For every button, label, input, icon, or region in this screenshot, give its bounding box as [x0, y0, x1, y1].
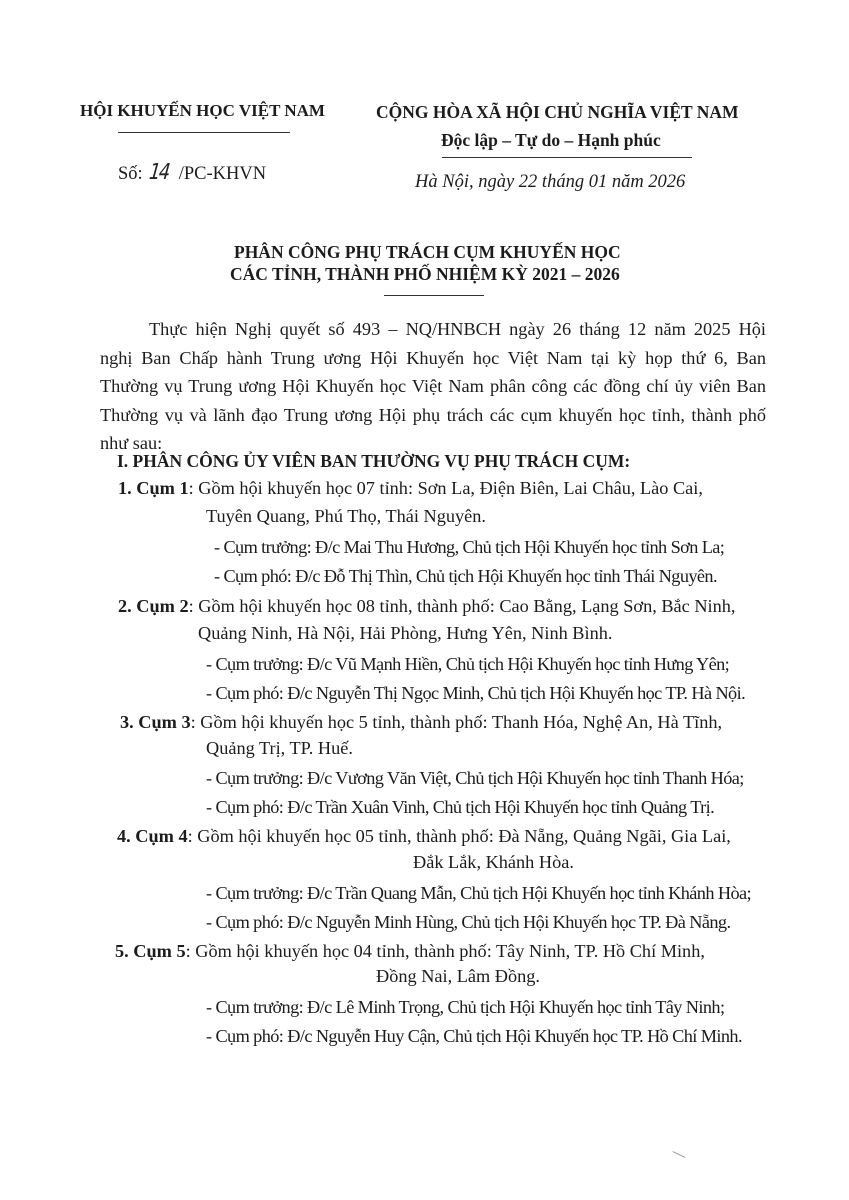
cluster-2-description — [118, 596, 735, 617]
scan-mark — [672, 1151, 685, 1158]
cluster-label: 5. Cụm 5 — [115, 941, 186, 961]
cluster-1-deputy: - Cụm phó: Đ/c Đỗ Thị Thìn, Chủ tịch Hội Khuyến học tỉnh Thái Nguyên. — [214, 566, 717, 586]
cluster-3-leader: - Cụm trưởng: Đ/c Vương Văn Việt, Chủ tịch Hội Khuyến học tỉnh Thanh Hóa; — [206, 768, 744, 788]
motto-underline — [442, 157, 692, 158]
intro-line: Thường vụ Trung ương Hội Khuyến học Việt Nam phân công các đồng chí ủy viên Ban — [100, 376, 766, 396]
cluster-label: 4. Cụm 4 — [117, 826, 188, 846]
document-title-line-2: CÁC TỈNH, THÀNH PHỐ NHIỆM KỲ 2021 – 2026 — [230, 264, 620, 284]
title-underline — [384, 295, 484, 296]
cluster-2-description-cont: Quảng Ninh, Hà Nội, Hải Phòng, Hưng Yên, Ninh Bình. — [198, 623, 613, 643]
document-date: Hà Nội, ngày 22 tháng 01 năm 2026 — [415, 172, 686, 192]
cluster-1-description-cont: Tuyên Quang, Phú Thọ, Thái Nguyên. — [206, 506, 486, 526]
cluster-label: 2. Cụm 2 — [118, 596, 189, 616]
intro-line: Thực hiện Nghị quyết số 493 – NQ/HNBCH ngày 26 tháng 12 năm 2025 Hội — [149, 319, 766, 339]
organization-name: HỘI KHUYẾN HỌC VIỆT NAM — [80, 101, 325, 120]
cluster-1-leader: - Cụm trưởng: Đ/c Mai Thu Hương, Chủ tịch Hội Khuyến học tỉnh Sơn La; — [214, 537, 725, 557]
cluster-provinces: : Gồm hội khuyến học 04 tỉnh, thành phố: Tây Ninh, TP. Hồ Chí Minh, — [185, 941, 705, 961]
cluster-2-deputy: - Cụm phó: Đ/c Nguyễn Thị Ngọc Minh, Chủ tịch Hội Khuyến học TP. Hà Nội. — [206, 683, 746, 703]
intro-line: Thường vụ và lãnh đạo Trung ương Hội phụ trách các cụm khuyến học tỉnh, thành phố — [100, 404, 766, 425]
document-number-prefix: Số: — [118, 164, 143, 184]
document-number-suffix: /PC-KHVN — [178, 164, 267, 184]
document-number-handwritten: 14 — [147, 160, 170, 185]
national-motto: Độc lập – Tự do – Hạnh phúc — [441, 130, 661, 150]
national-title: CỘNG HÒA XÃ HỘI CHỦ NGHĨA VIỆT NAM — [376, 102, 739, 122]
cluster-4-description — [117, 826, 731, 847]
intro-line: như sau: — [100, 433, 163, 453]
cluster-5-leader: - Cụm trưởng: Đ/c Lê Minh Trọng, Chủ tịch Hội Khuyến học tỉnh Tây Ninh; — [206, 997, 725, 1017]
cluster-provinces: : Gồm hội khuyến học 07 tỉnh: Sơn La, Điện Biên, Lai Châu, Lào Cai, — [188, 478, 703, 498]
cluster-1-description — [118, 478, 703, 499]
cluster-3-description — [120, 712, 722, 733]
organization-underline — [118, 132, 290, 133]
cluster-3-deputy: - Cụm phó: Đ/c Trần Xuân Vinh, Chủ tịch Hội Khuyến học tỉnh Quảng Trị. — [206, 797, 715, 817]
section-heading: I. PHÂN CÔNG ỦY VIÊN BAN THƯỜNG VỤ PHỤ TRÁCH CỤM: — [117, 451, 631, 471]
intro-paragraph — [100, 315, 766, 458]
cluster-5-description — [115, 941, 705, 962]
cluster-provinces: : Gồm hội khuyến học 08 tỉnh, thành phố: Cao Bằng, Lạng Sơn, Bắc Ninh, — [188, 596, 736, 616]
intro-line: nghị Ban Chấp hành Trung ương Hội Khuyến học Việt Nam tại kỳ họp thứ 6, Ban — [100, 347, 766, 368]
cluster-4-description-cont: Đắk Lắk, Khánh Hòa. — [413, 852, 574, 872]
document-number — [118, 160, 266, 185]
cluster-2-leader: - Cụm trưởng: Đ/c Vũ Mạnh Hiền, Chủ tịch Hội Khuyến học tỉnh Hưng Yên; — [206, 654, 730, 674]
cluster-label: 1. Cụm 1 — [118, 478, 189, 498]
cluster-4-leader: - Cụm trưởng: Đ/c Trần Quang Mẫn, Chủ tịch Hội Khuyến học tỉnh Khánh Hòa; — [206, 883, 751, 903]
cluster-provinces: : Gồm hội khuyến học 5 tỉnh, thành phố: Thanh Hóa, Nghệ An, Hà Tĩnh, — [190, 712, 723, 732]
cluster-5-description-cont: Đồng Nai, Lâm Đồng. — [376, 966, 540, 986]
cluster-4-deputy: - Cụm phó: Đ/c Nguyễn Minh Hùng, Chủ tịch Hội Khuyến học TP. Đà Nẵng. — [206, 912, 731, 932]
document-title-line-1: PHÂN CÔNG PHỤ TRÁCH CỤM KHUYẾN HỌC — [234, 242, 621, 262]
cluster-5-deputy: - Cụm phó: Đ/c Nguyễn Huy Cận, Chủ tịch Hội Khuyến học TP. Hồ Chí Minh. — [206, 1026, 742, 1046]
cluster-label: 3. Cụm 3 — [120, 712, 191, 732]
cluster-3-description-cont: Quảng Trị, TP. Huế. — [206, 738, 353, 758]
cluster-provinces: : Gồm hội khuyến học 05 tỉnh, thành phố: Đà Nẵng, Quảng Ngãi, Gia Lai, — [187, 826, 731, 846]
